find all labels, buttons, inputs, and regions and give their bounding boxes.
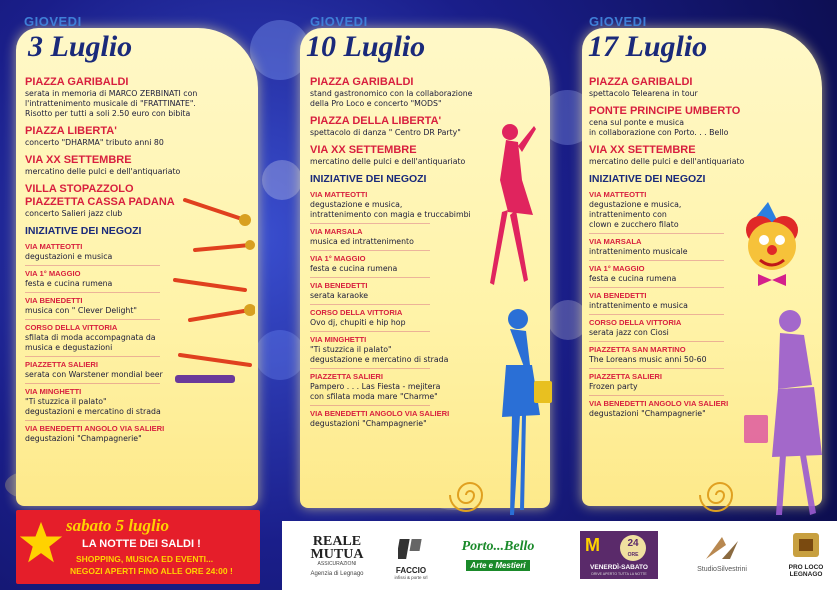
event-desc: Risotto per tutti a soli 2.50 euro con bibita [25, 109, 191, 118]
shop-street: VIA BENEDETTI ANGOLO VIA SALIERI [310, 409, 450, 418]
promo-title: LA NOTTE DEI SALDI ! [82, 538, 201, 550]
shop-desc: degustazioni "Champagnerie" [310, 419, 427, 428]
shop-desc: serata jazz con Ciosi [589, 328, 669, 337]
shop-desc: festa e cucina rumena [310, 264, 398, 273]
shop-street: CORSO DELLA VITTORIA [589, 318, 682, 327]
shop-street: VIA BENEDETTI ANGOLO VIA SALIERI [589, 399, 729, 408]
shop-desc: intrattenimento con magia e truccabimbi [310, 210, 471, 219]
day-label: GIOVEDI [589, 14, 647, 29]
sponsor-text: REALE [312, 534, 362, 549]
studio-logo-icon [702, 535, 742, 561]
event-desc: della Pro Loco e concerto "MODS" [310, 99, 442, 108]
dancer-silhouette [478, 120, 538, 290]
shop-street: VIA MINGHETTI [25, 387, 82, 396]
event-place: PIAZZA GARIBALDI [25, 76, 129, 88]
shop-desc: musica con " Clever Delight" [25, 306, 138, 315]
sponsor-text: Porto...Bello [461, 539, 535, 554]
event-desc: cena sul ponte e musica [589, 118, 685, 127]
shop-desc: degustazione e musica, [310, 200, 403, 209]
shop-desc: "Ti stuzzica il palato" [25, 397, 107, 406]
shop-desc: musica ed intrattenimento [310, 237, 414, 246]
event-desc: in collaborazione con Porto. . . Bello [589, 128, 729, 137]
shop-desc: degustazioni e musica [25, 252, 113, 261]
event-desc: concerto Salieri jazz club [25, 209, 123, 218]
event-desc: spettacolo Telearena in tour [589, 89, 698, 98]
shop-desc: intrattenimento musicale [589, 247, 688, 256]
sponsor-porto-bello [448, 539, 548, 573]
shop-desc: serata karaoke [310, 291, 369, 300]
clown-illustration [738, 200, 804, 288]
shops-title: INIZIATIVE DEI NEGOZI [25, 225, 142, 237]
shop-street: VIA BENEDETTI ANGOLO VIA SALIERI [25, 424, 165, 433]
promo-banner [16, 510, 260, 584]
promo-date: sabato 5 luglio [66, 516, 169, 535]
swirl-decoration [690, 470, 750, 520]
musical-instruments-illustration [165, 180, 255, 400]
event-place: PIAZZA GARIBALDI [310, 76, 414, 88]
sponsor-text: Arte e Mestieri [466, 560, 529, 571]
shop-desc: intrattenimento e musica [589, 301, 688, 310]
sponsor-reale-mutua [302, 535, 372, 577]
shop-desc: festa e cucina rumena [589, 274, 677, 283]
sponsor-studio-silvestrini [672, 535, 772, 573]
sponsor-faccio [386, 537, 436, 580]
date-title: 17 Luglio [588, 30, 708, 63]
shop-desc: clown e zucchero filato [589, 220, 679, 229]
event-desc: l'intrattenimento musicale di "FRATTINATE". [25, 99, 196, 108]
shop-street: CORSO DELLA VITTORIA [310, 308, 403, 317]
shop-street: VIA BENEDETTI [310, 281, 368, 290]
sponsor-text: LEGNAGO [789, 571, 823, 578]
sponsor-text: ASSICURAZIONI [317, 561, 357, 567]
sponsor-text: 24 [627, 538, 639, 549]
event-place: PIAZZETTA CASSA PADANA [25, 196, 175, 208]
shop-desc: serata con Warstener mondial beer [25, 370, 163, 379]
shop-street: VIA 1° MAGGIO [589, 264, 645, 273]
event-desc: spettacolo di danza " Centro DR Party" [310, 128, 461, 137]
shop-street: VIA 1° MAGGIO [310, 254, 366, 263]
shops-title: INIZIATIVE DEI NEGOZI [589, 173, 706, 185]
woman-shopping-silhouette [742, 305, 834, 520]
shop-desc: con sfilata moda mare "Charme" [310, 392, 438, 401]
shop-street: PIAZZETTA SAN MARTINO [589, 345, 686, 354]
shop-street: PIAZZETTA SALIERI [589, 372, 662, 381]
date-title: 10 Luglio [306, 30, 426, 63]
event-place: VIA XX SETTEMBRE [589, 144, 696, 156]
shopper-silhouette [490, 305, 560, 525]
shop-street: VIA BENEDETTI [25, 296, 83, 305]
shop-street: VIA MARSALA [589, 237, 642, 246]
swirl-decoration [440, 470, 500, 520]
sponsor-text: infissi & porte srl [394, 575, 428, 580]
shop-desc: Frozen party [589, 382, 638, 391]
shop-street: VIA 1° MAGGIO [25, 269, 81, 278]
shops-title: INIZIATIVE DEI NEGOZI [310, 173, 427, 185]
shop-street: VIA BENEDETTI [589, 291, 647, 300]
shop-street: PIAZZETTA SALIERI [25, 360, 98, 369]
sponsor-mcdonalds [580, 531, 658, 579]
bokeh-light [262, 160, 302, 200]
day-label: GIOVEDI [310, 14, 368, 29]
day-label: GIOVEDI [24, 14, 82, 29]
sponsor-text: FACCIO [395, 566, 427, 575]
promo-subtitle: SHOPPING, MUSICA ED EVENTI... [76, 554, 214, 564]
event-desc: serata in memoria di MARCO ZERBINATI con [25, 89, 198, 98]
shop-desc: degustazione e musica, [589, 200, 682, 209]
event-place: PIAZZA LIBERTA' [25, 125, 117, 137]
event-desc: concerto "DHARMA" tributo anni 80 [25, 138, 164, 147]
mcdonalds-logo-icon: M [585, 535, 600, 555]
shop-street: VIA MINGHETTI [310, 335, 367, 344]
faccio-logo-icon [398, 537, 424, 561]
hours-badge [620, 535, 646, 561]
sponsor-text: ORE [627, 552, 639, 558]
sponsor-pro-loco [782, 531, 830, 578]
event-desc: mercatino delle pulci e dell'antiquariato [310, 157, 466, 166]
date-title: 3 Luglio [28, 30, 133, 63]
shop-desc: Ovo dj, chupiti e hip hop [310, 318, 406, 327]
shop-desc: sfilata di moda accompagnata da [25, 333, 156, 342]
event-place: VIA XX SETTEMBRE [25, 154, 132, 166]
shop-street: VIA MARSALA [310, 227, 363, 236]
shop-desc: The Loreans music anni 50-60 [589, 355, 707, 364]
shop-street: VIA MATTEOTTI [25, 242, 83, 251]
shop-desc: degustazioni e mercatino di strada [25, 407, 161, 416]
event-desc: mercatino delle pulci e dell'antiquariato [25, 167, 181, 176]
shop-desc: degustazioni "Champagnerie" [589, 409, 706, 418]
event-place: VILLA STOPAZZOLO [25, 183, 134, 195]
shop-desc: intrattenimento con [589, 210, 667, 219]
star-icon [18, 520, 64, 566]
promo-hours: NEGOZI APERTI FINO ALLE ORE 24:00 ! [70, 566, 233, 576]
shop-desc: musica e degustazioni [25, 343, 113, 352]
event-desc: mercatino delle pulci e dell'antiquariato [589, 157, 745, 166]
event-place: PONTE PRINCIPE UMBERTO [589, 105, 741, 117]
sponsor-text: Agenzia di Legnago [310, 571, 364, 577]
sponsor-text: VENERDÌ-SABATO [590, 564, 648, 571]
event-desc: stand gastronomico con la collaborazione [310, 89, 473, 98]
shop-desc: degustazione e mercatino di strada [310, 355, 449, 364]
sponsors-strip [282, 521, 837, 590]
bokeh-light [255, 330, 305, 380]
shop-street: VIA MATTEOTTI [310, 190, 368, 199]
shop-desc: festa e cucina rumena [25, 279, 113, 288]
shop-desc: "Ti stuzzica il palato" [310, 345, 392, 354]
shop-desc: Pampero . . . Las Fiesta - mejitera [310, 382, 441, 391]
sponsor-text: MUTUA [310, 547, 364, 562]
event-place: PIAZZA DELLA LIBERTA' [310, 115, 442, 127]
event-place: PIAZZA GARIBALDI [589, 76, 693, 88]
sponsor-text: PRO LOCO [788, 564, 824, 571]
shop-street: VIA MATTEOTTI [589, 190, 647, 199]
event-place: VIA XX SETTEMBRE [310, 144, 417, 156]
pro-loco-emblem-icon [791, 531, 821, 559]
shop-desc: degustazioni "Champagnerie" [25, 434, 142, 443]
sponsor-text: StudioSilvestrini [697, 566, 747, 573]
shop-street: PIAZZETTA SALIERI [310, 372, 383, 381]
shop-street: CORSO DELLA VITTORIA [25, 323, 118, 332]
sponsor-text: DRIVE APERTO TUTTA LA NOTTE [591, 572, 647, 576]
